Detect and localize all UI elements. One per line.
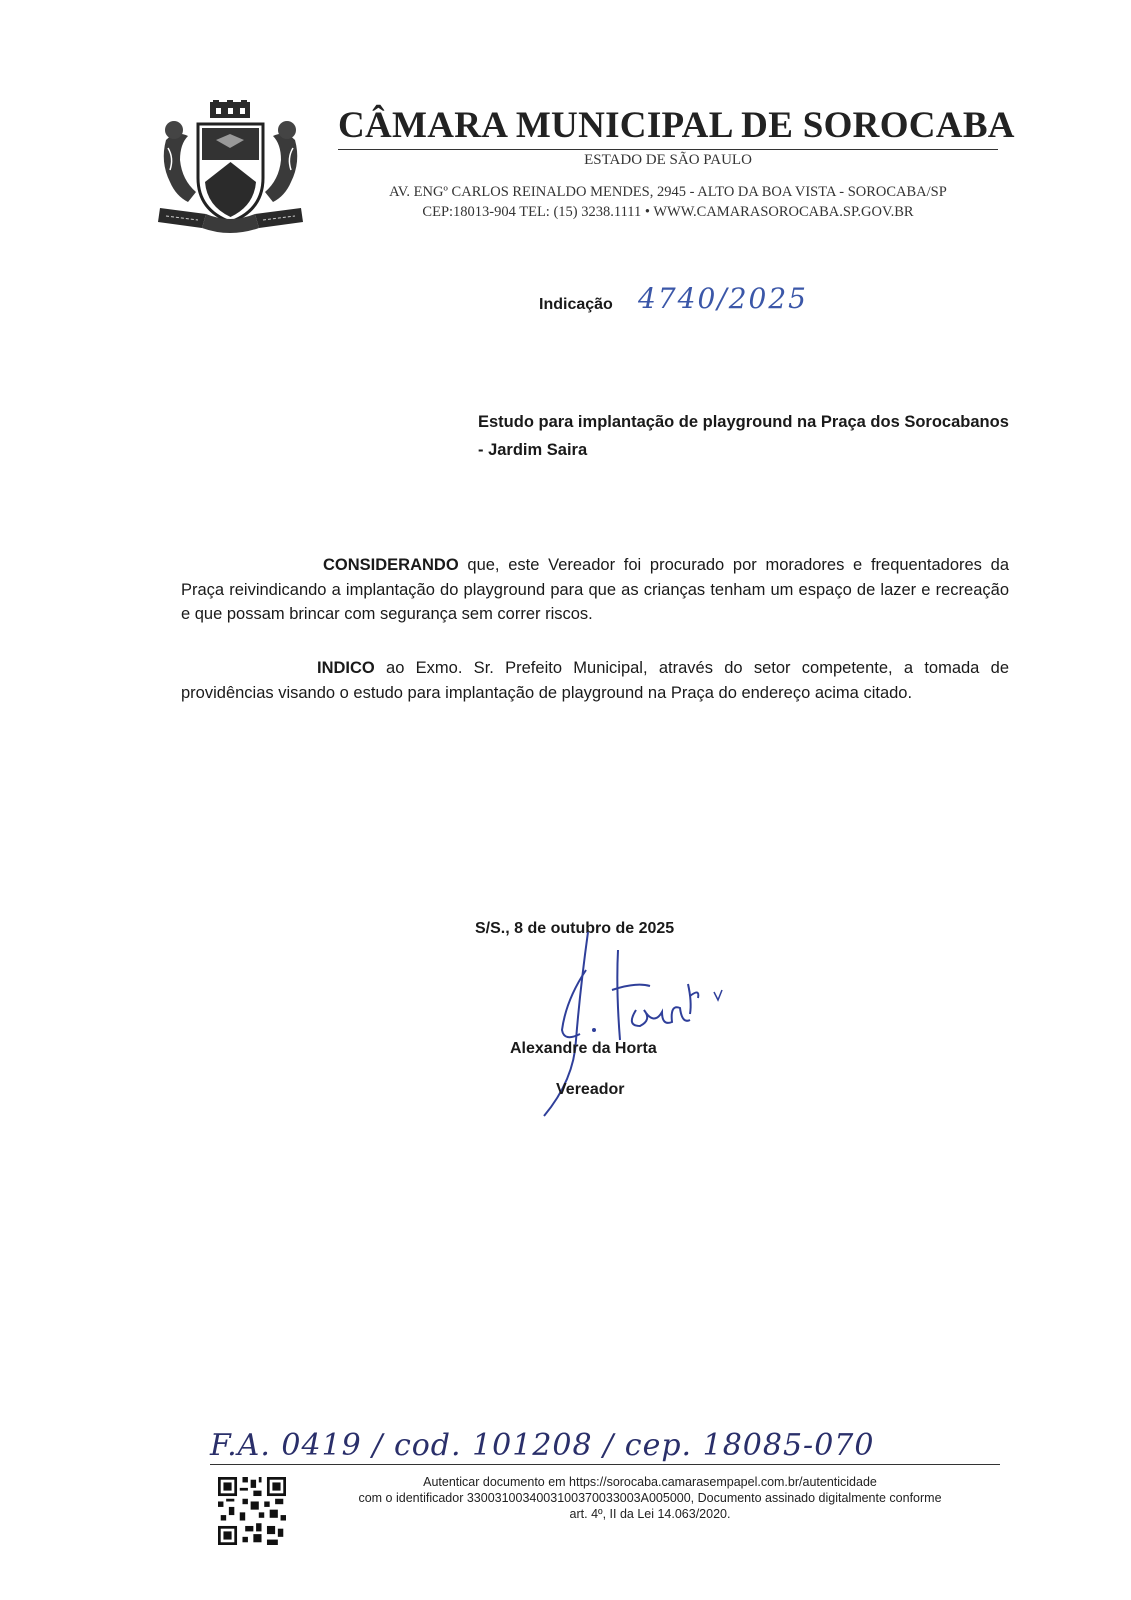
paragraph-text: que, este Vereador foi procurado por moradores e frequentadores da Praça reivindicando a implantação do playground para que as crianças tenham um espaço de lazer e recreação e que possam brincar com segurança sem correr riscos. [181,556,1009,623]
auth-line-3: art. 4º, II da Lei 14.063/2020. [569,1507,731,1521]
address-line-2: CEP:18013-904 TEL: (15) 3238.1111 • WWW.CAMARASOROCABA.SP.GOV.BR [422,204,914,220]
auth-line-1: Autenticar documento em https://sorocaba.camarasempapel.com.br/autenticidade [423,1475,877,1489]
authentication-notice [300,1474,1000,1522]
paragraph-lead: CONSIDERANDO [323,556,459,574]
paragraph-indico [181,656,1009,705]
institution-address [338,182,998,222]
date-line: S/S., 8 de outubro de 2025 [475,920,675,937]
signer-name: Alexandre da Horta [510,1040,657,1057]
indication-number: 4740/2025 [638,282,808,315]
institution-state: ESTADO DE SÃO PAULO [584,152,752,168]
institution-title: CÂMARA MUNICIPAL DE SOROCABA [338,104,998,150]
indication-label: Indicação [539,296,613,313]
handwritten-reference: F.A. 0419 / cod. 101208 / cep. 18085-070 [210,1428,1000,1465]
municipal-crest-icon [158,100,303,235]
qr-code-icon [218,1477,286,1545]
auth-line-2: com o identificador 3300310034003100370033003A005000, Documento assinado digitalmente conforme [358,1491,942,1505]
paragraph-lead: INDICO [317,659,375,677]
signer-role: Vereador [556,1081,625,1098]
subject-heading: Estudo para implantação de playground na Praça dos Sorocabanos - Jardim Saira [478,413,1009,459]
paragraph-text: ao Exmo. Sr. Prefeito Municipal, através do setor competente, a tomada de providências visando o estudo para implantação de playground na Praça do endereço acima citado. [181,659,1009,702]
address-line-1: AV. ENGº CARLOS REINALDO MENDES, 2945 - ALTO DA BOA VISTA - SOROCABA/SP [389,184,947,200]
paragraph-considerando [181,553,1009,627]
